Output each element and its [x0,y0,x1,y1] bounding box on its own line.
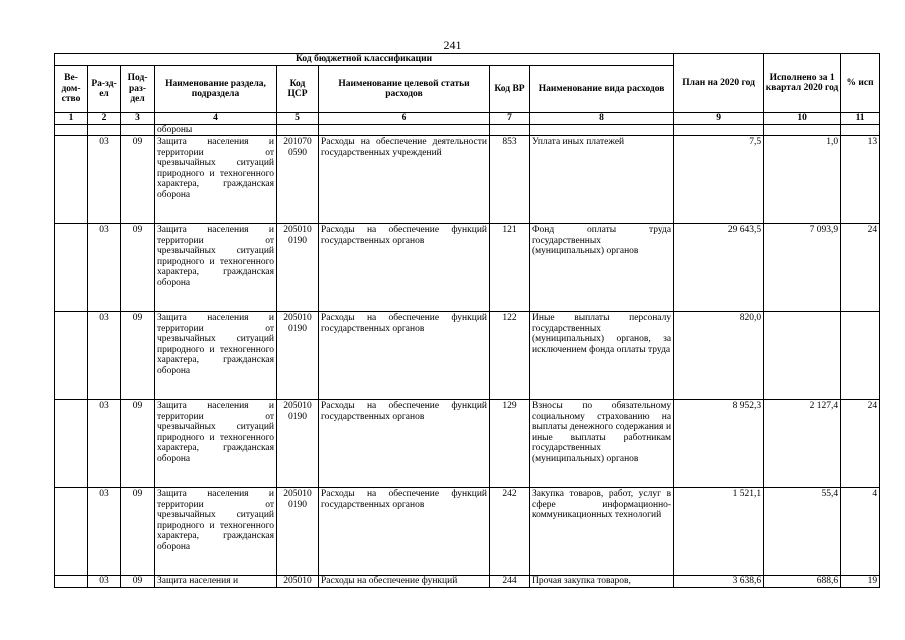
column-number: 3 [121,113,155,125]
vr-name-cell: Прочая закупка товаров, [530,576,674,588]
budget-table [54,53,880,588]
csr-name-cell: Расходы на обеспечение функций государственных органов [319,488,490,576]
done-cell: 1,0 [764,136,841,224]
csr-name-cell: Расходы на обеспечение функций государственных органов [319,224,490,312]
table-row [55,488,880,576]
plan-cell: 7,5 [674,136,764,224]
page-number: 241 [443,38,462,52]
plan-cell: 29 643,5 [674,224,764,312]
column-number: 10 [764,113,841,125]
csr-cell: 205010 [277,576,319,588]
razdel-cell: 03 [88,400,121,488]
csr-cell: 205010 0190 [277,312,319,400]
plan-cell: 820,0 [674,312,764,400]
done-cell: 55,4 [764,488,841,576]
podrazdel-cell: 09 [121,488,155,576]
budget-classification-header: Код бюджетной классификации [55,54,674,66]
csr-name-cell: Расходы на обеспечение деятельности государственных учреждений [319,136,490,224]
razdel-name-cell: Защита населения и территории от чрезвычайных ситуаций природного и техногенного характера, гражданская оборона [155,488,277,576]
podrazdel-header: Под-раз-дел [121,66,155,113]
razdel-name-cell: Защита населения и территории от чрезвычайных ситуаций природного и техногенного характера, гражданская оборона [155,400,277,488]
column-number: 4 [155,113,277,125]
column-number: 2 [88,113,121,125]
continuation-text: обороны [155,124,277,136]
done-header: Исполнено за 1 квартал 2020 год [764,54,841,113]
done-cell: 688,6 [764,576,841,588]
column-number: 9 [674,113,764,125]
percent-cell: 19 [841,576,880,588]
percent-cell [841,312,880,400]
vr-name-cell: Взносы по обязательному социальному страхованию на выплаты денежного содержания и иные выплаты работникам государственных (муниципальных) органов [530,400,674,488]
table-row [55,136,880,224]
table-row [55,312,880,400]
podrazdel-cell: 09 [121,576,155,588]
csr-cell: 205010 0190 [277,488,319,576]
vr-name-cell: Закупка товаров, работ, услуг в сфере информационно-коммуникационных технологий [530,488,674,576]
plan-cell: 3 638,6 [674,576,764,588]
csr-name-cell: Расходы на обеспечение функций [319,576,490,588]
vr-name-cell: Фонд оплаты труда государственных (муниципальных) органов [530,224,674,312]
plan-cell: 8 952,3 [674,400,764,488]
vr-cell: 122 [490,312,530,400]
vr-cell: 853 [490,136,530,224]
vr-header: Код ВР [490,66,530,113]
vr-cell: 244 [490,576,530,588]
vr-name-cell: Уплата иных платежей [530,136,674,224]
vedomstvo-header: Ве-дом-ство [55,66,88,113]
table-row [55,576,880,588]
podrazdel-cell: 09 [121,400,155,488]
percent-header: % исп [841,54,880,113]
column-number: 11 [841,113,880,125]
podrazdel-cell: 09 [121,312,155,400]
percent-cell: 13 [841,136,880,224]
column-number: 1 [55,113,88,125]
table-row [55,224,880,312]
razdel-name-header: Наименование раздела, подраздела [155,66,277,113]
table-row [55,400,880,488]
razdel-name-cell: Защита населения и [155,576,277,588]
razdel-cell: 03 [88,488,121,576]
razdel-name-cell: Защита населения и территории от чрезвычайных ситуаций природного и техногенного характера, гражданская оборона [155,224,277,312]
podrazdel-cell: 09 [121,136,155,224]
razdel-name-cell: Защита населения и территории от чрезвычайных ситуаций природного и техногенного характера, гражданская оборона [155,312,277,400]
column-number: 5 [277,113,319,125]
plan-cell: 1 521,1 [674,488,764,576]
column-number: 6 [319,113,490,125]
vr-cell: 121 [490,224,530,312]
razdel-cell: 03 [88,224,121,312]
column-number-row [55,113,880,125]
plan-header: План на 2020 год [674,54,764,113]
razdel-name-cell: Защита населения и территории от чрезвычайных ситуаций природного и техногенного характера, гражданская оборона [155,136,277,224]
percent-cell: 24 [841,400,880,488]
column-number: 7 [490,113,530,125]
razdel-cell: 03 [88,576,121,588]
vr-name-cell: Иные выплаты персоналу государственных (муниципальных) органов, за исключением фонда оплаты труда [530,312,674,400]
continuation-row [55,124,880,136]
csr-cell: 201070 0590 [277,136,319,224]
percent-cell: 4 [841,488,880,576]
csr-name-header: Наименование целевой статьи расходов [319,66,490,113]
csr-cell: 205010 0190 [277,224,319,312]
done-cell [764,312,841,400]
razdel-header: Ра-зд-ел [88,66,121,113]
done-cell: 7 093,9 [764,224,841,312]
vr-name-header: Наименование вида расходов [530,66,674,113]
vr-cell: 129 [490,400,530,488]
column-number: 8 [530,113,674,125]
header-group-row [55,54,880,66]
percent-cell: 24 [841,224,880,312]
vr-cell: 242 [490,488,530,576]
csr-name-cell: Расходы на обеспечение функций государственных органов [319,400,490,488]
podrazdel-cell: 09 [121,224,155,312]
csr-name-cell: Расходы на обеспечение функций государственных органов [319,312,490,400]
csr-header: Код ЦСР [277,66,319,113]
razdel-cell: 03 [88,312,121,400]
csr-cell: 205010 0190 [277,400,319,488]
done-cell: 2 127,4 [764,400,841,488]
razdel-cell: 03 [88,136,121,224]
